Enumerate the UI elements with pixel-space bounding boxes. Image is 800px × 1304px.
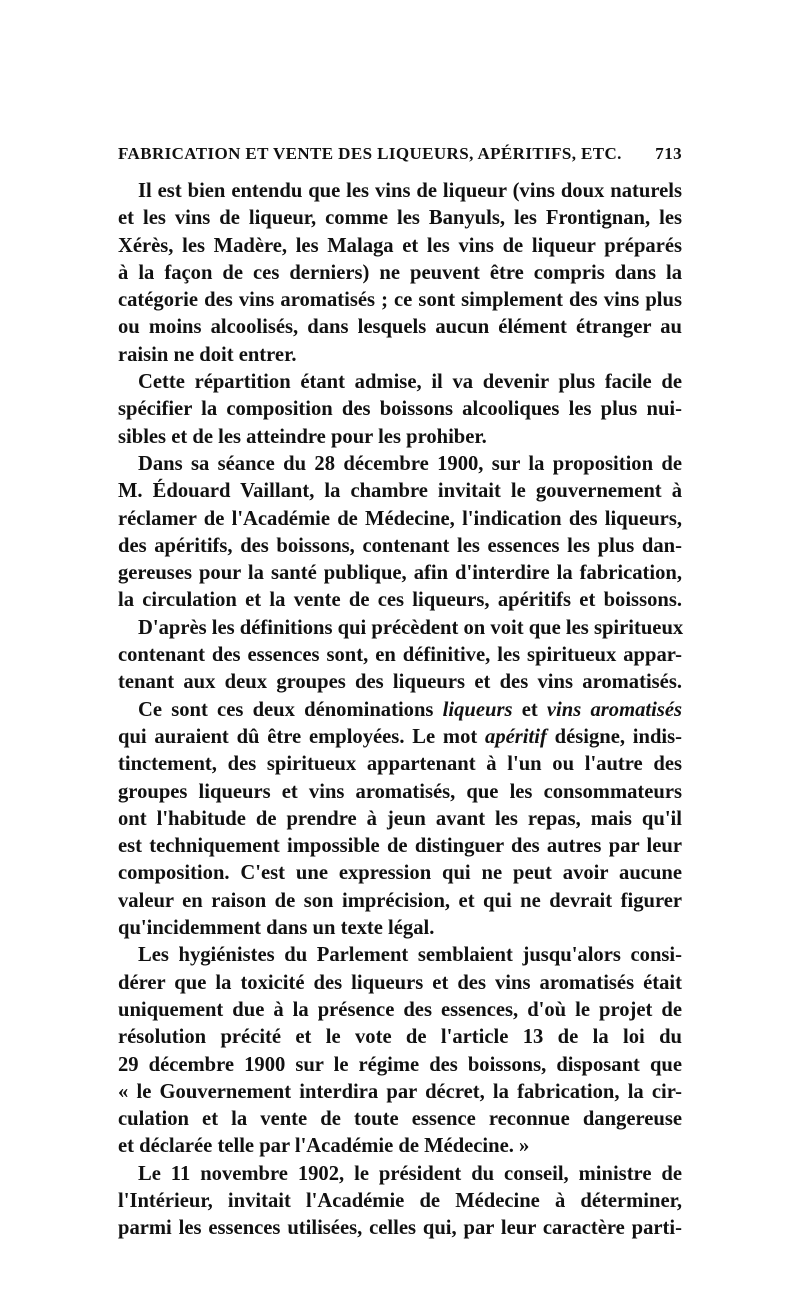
body-text [118, 178, 682, 1243]
text-line [118, 396, 682, 423]
text-line [118, 888, 682, 915]
line-text: réclamer de l'Académie de Médecine, l'indication des liqueurs, [118, 507, 682, 530]
text-line [118, 1024, 682, 1051]
line-text: résolution précité et le vote de l'article 13 de la loi du [118, 1026, 682, 1049]
running-header [118, 144, 682, 172]
text-line [118, 424, 682, 451]
line-text: ou moins alcoolisés, dans lesquels aucun élément étranger au [118, 316, 682, 339]
text-line [118, 1052, 682, 1079]
line-text: catégorie des vins aromatisés ; ce sont simplement des vins plus [118, 289, 682, 312]
line-text: et déclarée telle par l'Académie de Médecine. » [118, 1135, 530, 1158]
text-line [118, 587, 682, 614]
text-line [118, 615, 682, 642]
line-text: ont l'habitude de prendre à jeun avant les repas, mais qu'il [118, 807, 682, 830]
text-line [118, 451, 682, 478]
line-text: composition. C'est une expression qui ne peut avoir aucune [118, 862, 682, 885]
line-text: et les vins de liqueur, comme les Banyuls, les Frontignan, les [118, 207, 682, 230]
line-text: à la façon de ces derniers) ne peuvent être compris dans la [118, 261, 682, 284]
line-text: gereuses pour la santé publique, afin d'interdire la fabrication, [118, 562, 682, 585]
running-title: FABRICATION ET VENTE DES LIQUEURS, APÉRITIFS, ETC. [118, 144, 622, 163]
line-text: dérer que la toxicité des liqueurs et des vins aromatisés était [118, 971, 682, 994]
line-text: valeur en raison de son imprécision, et qui ne devrait figurer [118, 889, 682, 912]
line-text: contenant des essences sont, en définitive, les spiritueux appar- [118, 644, 682, 667]
text-line [118, 860, 682, 887]
text-line [118, 178, 682, 205]
text-line [118, 342, 682, 369]
text-line [118, 942, 682, 969]
text-line [118, 205, 682, 232]
line-text: Il est bien entendu que les vins de liqueur (vins doux naturels [138, 180, 682, 202]
line-text: Xérès, les Madère, les Malaga et les vins de liqueur préparés [118, 234, 682, 257]
text-line [118, 1215, 682, 1242]
text-line [118, 314, 682, 341]
page-number: 713 [655, 144, 682, 163]
line-text: parmi les essences utilisées, celles qui, par leur caractère parti- [118, 1217, 682, 1240]
line-text: Ce sont ces deux dénominations [138, 698, 443, 721]
line-text: groupes liqueurs et vins aromatisés, que les consommateurs [118, 780, 682, 803]
text-line [118, 1106, 682, 1133]
italic-term: apéritif [485, 725, 547, 748]
line-text: culation et la vente de toute essence reconnue dangereuse [118, 1108, 682, 1131]
line-text: 29 décembre 1900 sur le régime des boissons, disposant que [118, 1053, 682, 1076]
line-text: « le Gouvernement interdira par décret, la fabrication, la cir- [118, 1080, 682, 1103]
text-line [118, 970, 682, 997]
text-line [118, 1161, 682, 1188]
text-line [118, 724, 682, 751]
text-line [118, 779, 682, 806]
text-line [118, 697, 682, 724]
text-line [118, 233, 682, 260]
line-text: Cette répartition étant admise, il va devenir plus facile de [138, 371, 682, 394]
text-line [118, 833, 682, 860]
text-line [118, 533, 682, 560]
line-text: la circulation et la vente de ces liqueurs, apéritifs et boissons. [118, 589, 682, 612]
line-text: et [512, 698, 547, 721]
italic-term: liqueurs [442, 698, 513, 721]
text-line [118, 751, 682, 778]
line-text: spécifier la composition des boissons alcooliques les plus nui- [118, 398, 682, 421]
text-line [118, 806, 682, 833]
line-text: tenant aux deux groupes des liqueurs et des vins aromatisés. [118, 671, 682, 694]
line-text: tinctement, des spiritueux appartenant à l'un ou l'autre des [118, 753, 682, 776]
text-line [118, 287, 682, 314]
line-text: désigne, indis- [546, 725, 683, 748]
text-line [118, 1079, 682, 1106]
line-text: qui auraient dû être employées. Le mot [118, 725, 486, 748]
line-text: qu'incidemment dans un texte légal. [118, 917, 435, 940]
line-text: Dans sa séance du 28 décembre 1900, sur la proposition de [138, 452, 682, 475]
text-line [118, 915, 682, 942]
text-line [118, 260, 682, 287]
line-text: l'Intérieur, invitait l'Académie de Médecine à déterminer, [118, 1189, 682, 1212]
line-text: Les hygiénistes du Parlement semblaient jusqu'alors consi- [138, 944, 682, 967]
text-line [118, 669, 682, 696]
text-line [118, 506, 682, 533]
text-line [118, 997, 682, 1024]
line-text: M. Édouard Vaillant, la chambre invitait le gouvernement à [118, 480, 682, 503]
text-line [118, 1188, 682, 1215]
line-text: des apéritifs, des boissons, contenant les essences les plus dan- [118, 534, 682, 557]
line-text: est techniquement impossible de distinguer des autres par leur [118, 835, 682, 858]
line-text: sibles et de les atteindre pour les prohiber. [118, 425, 487, 448]
text-line [118, 369, 682, 396]
text-line [118, 478, 682, 505]
line-text: D'après les définitions qui précèdent on voit que les spiritueux [138, 616, 684, 639]
line-text: raisin ne doit entrer. [118, 343, 297, 366]
line-text: uniquement due à la présence des essences, d'où le projet de [118, 998, 682, 1021]
text-line [118, 1133, 682, 1160]
text-line [118, 560, 682, 587]
line-text: Le 11 novembre 1902, le président du conseil, ministre de [138, 1162, 682, 1185]
text-line [118, 642, 682, 669]
italic-term: vins aromatisés [546, 698, 682, 721]
